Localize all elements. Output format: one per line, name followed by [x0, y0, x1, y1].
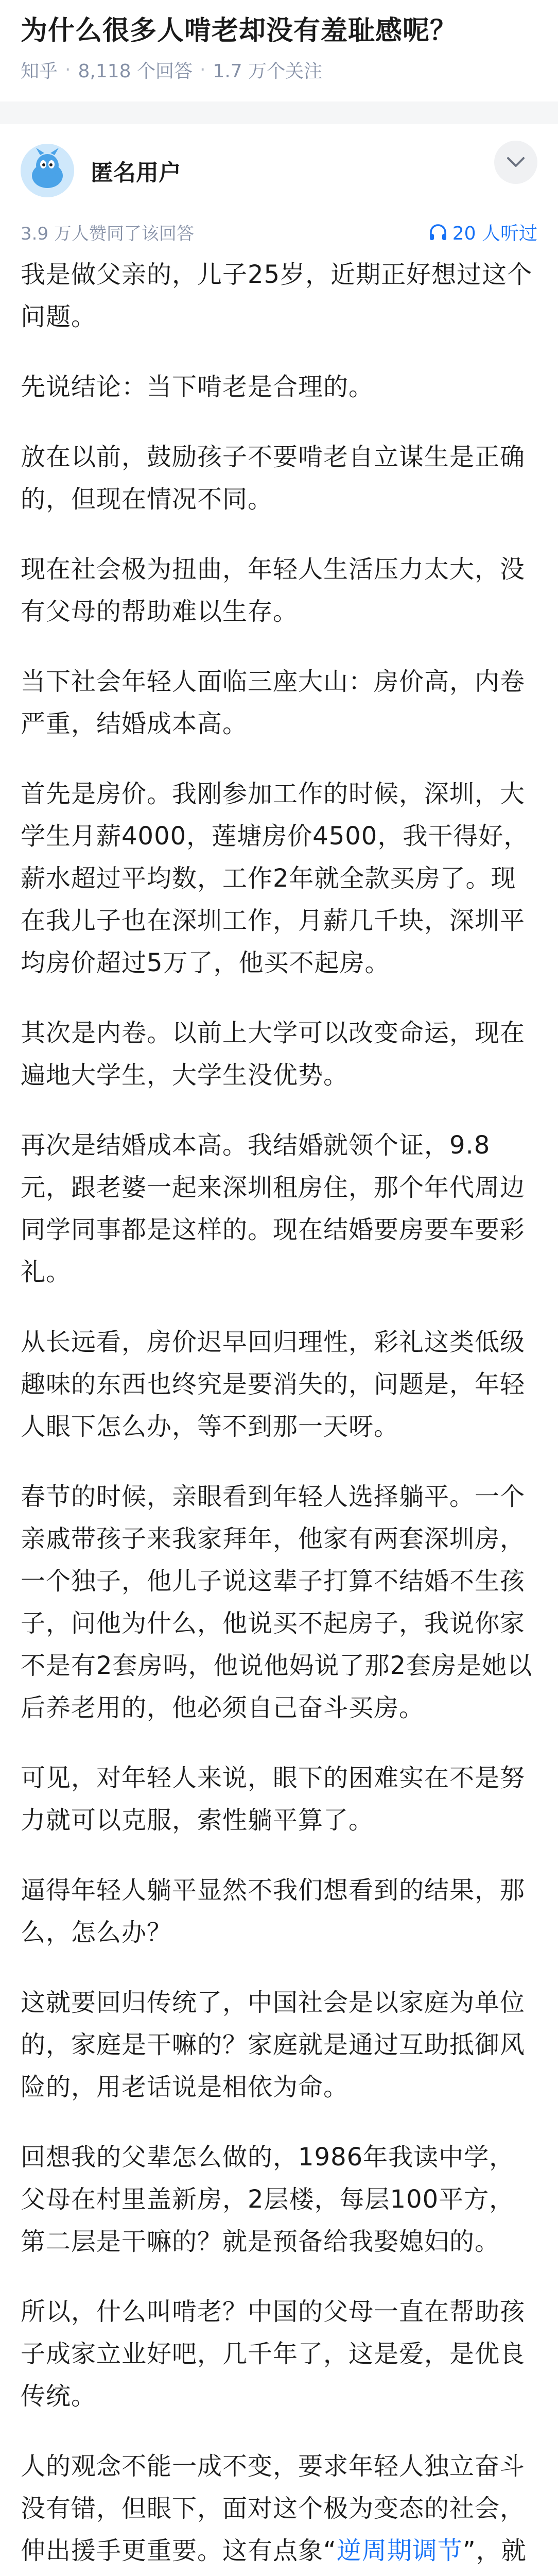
answer-paragraph: 逼得年轻人躺平显然不我们想看到的结果，那么，怎么办？	[21, 1876, 526, 1947]
anonymous-avatar-icon	[21, 144, 74, 197]
answer-paragraph: 现在社会极为扭曲，年轻人生活压力太大，没有父母的帮助难以生存。	[21, 555, 526, 626]
paragraph-text: 人的观念不能一成不变，要求年轻人独立奋斗没有错，但眼下，面对这个极为变态的社会，伸出援手更重要。这有点象“	[21, 2452, 526, 2565]
answer-body	[0, 245, 558, 2576]
answer-paragraph: 首先是房价。我刚参加工作的时候，深圳，大学生月薪4000，莲塘房价4500，我干得好，薪水超过平均数，工作2年就全款买房了。现在我儿子也在深圳工作，月薪几千块，深圳平均房价超过5万了，他买不起房。	[21, 779, 529, 977]
answer-paragraph: 从长远看，房价迟早回归理性，彩礼这类低级趣味的东西也终究是要消失的，问题是，年轻人眼下怎么办，等不到那一天呀。	[21, 1328, 526, 1441]
answer-paragraph: 其次是内卷。以前上大学可以改变命运，现在遍地大学生，大学生没优势。	[21, 1019, 526, 1090]
author-name[interactable]: 匿名用户	[91, 160, 181, 186]
answer-paragraph: 先说结论：当下啃老是合理的。	[21, 372, 374, 401]
answer-paragraph: 所以，什么叫啃老？中国的父母一直在帮助孩子成家立业好吧，几千年了，这是爱，是优良传统。	[21, 2297, 526, 2411]
answer-paragraph	[21, 2445, 537, 2576]
avatar[interactable]	[21, 144, 74, 197]
answer-paragraph: 回想我的父辈怎么做的，1986年我读中学，父母在村里盖新房，2层楼，每层100平方，第二层是干嘛的？就是预备给我娶媳妇的。	[21, 2143, 515, 2256]
question-header	[0, 0, 558, 83]
question-meta	[21, 57, 537, 83]
answer-paragraph: 可见，对年轻人来说，眼下的困难实在不是努力就可以克服，索性躺平算了。	[21, 1764, 526, 1835]
meta-separator: ·	[65, 59, 71, 80]
question-title[interactable]: 为什么很多人啃老却没有羞耻感呢？	[21, 15, 458, 46]
answer-paragraph: 放在以前，鼓励孩子不要啃老自立谋生是正确的，但现在情况不同。	[21, 443, 526, 514]
section-divider	[0, 101, 558, 124]
follow-count[interactable]: 1.7 万个关注	[213, 61, 323, 82]
answer-paragraph: 这就要回归传统了，中国社会是以家庭为单位的，家庭是干嘛的？家庭就是通过互助抵御风险的，用老话说是相依为命。	[21, 1988, 526, 2102]
agree-count: 3.9 万人赞同了该回答	[21, 224, 194, 244]
paragraph-text: ”，就	[462, 2536, 527, 2565]
answer-meta	[0, 219, 558, 245]
answer-paragraph: 我是做父亲的，儿子25岁，近期正好想过这个问题。	[21, 260, 533, 331]
headphones-icon	[429, 224, 447, 241]
listen-count: 20 人听过	[452, 223, 537, 244]
listen-button[interactable]	[429, 219, 537, 245]
chevron-down-icon	[507, 157, 525, 168]
answer-author-row	[0, 124, 558, 201]
meta-separator: ·	[199, 59, 206, 80]
answer-paragraph: 再次是结婚成本高。我结婚就领个证，9.8元，跟老婆一起来深圳租房住，那个年代周边同学同事都是这样的。现在结婚要房要车要彩礼。	[21, 1131, 526, 1286]
topic-link[interactable]: 逆周期调节	[336, 2536, 463, 2565]
answer-paragraph: 当下社会年轻人面临三座大山：房价高，内卷严重，结婚成本高。	[21, 667, 526, 738]
answer-count[interactable]: 8,118 个回答	[78, 61, 193, 82]
source-label: 知乎	[21, 61, 58, 82]
collapse-button[interactable]	[494, 141, 537, 184]
answer-paragraph: 春节的时候，亲眼看到年轻人选择躺平。一个亲戚带孩子来我家拜年，他家有两套深圳房，一个独子，他儿子说这辈子打算不结婚不生孩子，问他为什么，他说买不起房子，我说你家不是有2套房吗，他说他妈说了那2套房是她以后养老用的，他必须自己奋斗买房。	[21, 1482, 533, 1722]
